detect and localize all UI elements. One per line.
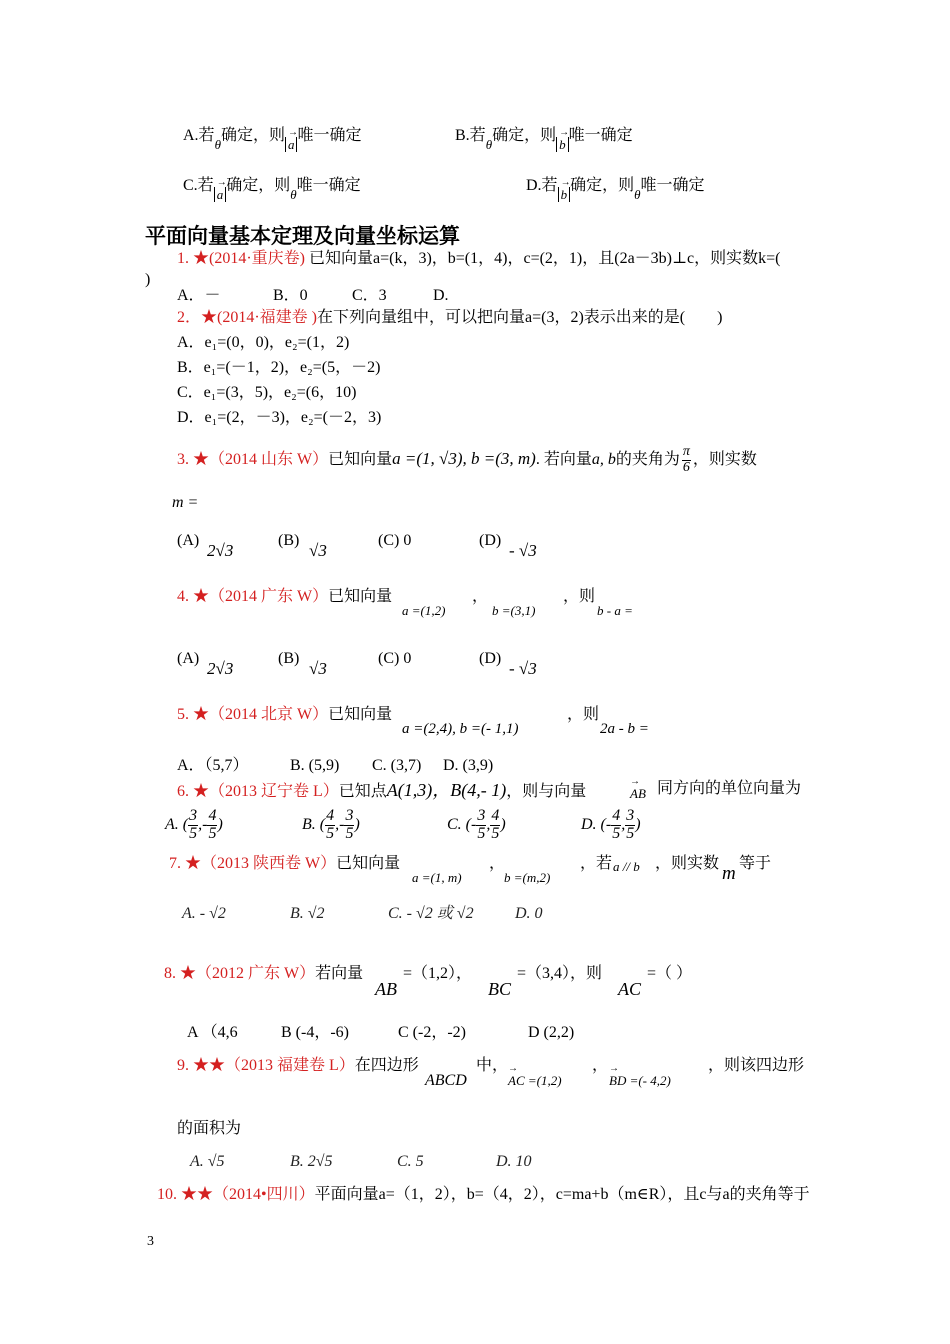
- q3-option-c: (C) 0: [378, 532, 412, 549]
- q6-option-a: A. ( $\frac{3}{5}$ ,- $\frac{4}{5}$ ): [165, 807, 223, 842]
- q5-vectors: a =(2,4), b =(- 1,1): [402, 721, 519, 737]
- q3-option-d-value: - √3: [509, 541, 537, 560]
- q6-vector-ab: → AB: [630, 787, 646, 800]
- q3-option-b-value: √3: [309, 541, 327, 560]
- q6-option-b: B. ( $\frac{4}{5}$ ,- $\frac{3}{5}$ ): [302, 807, 360, 842]
- q4-vector-a: a =(1,2): [402, 603, 446, 618]
- question-3: 3. ★（2014 山东 W）已知向量a =(1, √3), b =(3, m). 若向量a, b的夹角为 $\frac{\pi}{6}$ ，则实数: [177, 444, 757, 475]
- q7-parallel: a // b: [613, 859, 640, 874]
- question-2: [177, 310, 722, 326]
- q8-value-ab: =（1,2），: [403, 965, 473, 982]
- question-1-source: 1. ★(2014·重庆卷): [177, 250, 305, 267]
- q9-option-a: A. √5: [190, 1153, 225, 1170]
- q3-option-a-value: 2√3: [207, 541, 234, 560]
- question-5: 5. ★（2014 北京 W）已知向量: [177, 706, 393, 723]
- q4-option-d-value: - √3: [509, 659, 537, 678]
- q2-option-a: A．e₁=(0，0)，e₂=(1，2): [177, 334, 350, 351]
- q9-text-end: ，则该四边形: [708, 1057, 805, 1074]
- question-4: 4. ★（2014 广东 W）已知向量: [177, 588, 393, 605]
- q7-m: m: [722, 863, 736, 884]
- q7-real: ，则实数: [655, 855, 720, 872]
- q7-equals: 等于: [739, 855, 772, 872]
- question-7: 7. ★（2013 陕西卷 W）已知向量: [169, 855, 401, 872]
- q4-vector-b: b =(3,1): [492, 603, 536, 618]
- q2-option-c: C．e₁=(3，5)，e₂=(6，10): [177, 384, 357, 401]
- q4-expression: b - a =: [597, 603, 633, 618]
- q9-option-d: D. 10: [496, 1153, 532, 1170]
- q9-comma: ，: [592, 1057, 609, 1074]
- option-b-top: B.若$_\theta$确定，则→ $_b$唯一确定: [455, 128, 633, 144]
- q5-expression: 2a - b =: [600, 721, 649, 737]
- q8-vector-ab: AB: [375, 979, 397, 999]
- page-number: 3: [147, 1234, 154, 1249]
- question-5-source: 5. ★（2014 北京 W）: [177, 706, 329, 723]
- q1-option-d: D.: [433, 287, 449, 304]
- q7-option-a: A. - √2: [182, 905, 226, 922]
- q8-value-bc: =（3,4），则: [517, 965, 603, 982]
- q4-option-a-label: (A): [177, 650, 200, 667]
- q3-option-a-label: (A): [177, 532, 200, 549]
- q7-option-b: B. √2: [290, 905, 325, 922]
- q5-option-a: A．（5,7）: [177, 757, 249, 774]
- q9-quadrilateral: ABCD: [425, 1072, 467, 1089]
- question-3-source: 3. ★（2014 山东 W）: [177, 450, 329, 468]
- q6-option-d: D. (- $\frac{4}{5}$ , $\frac{3}{5}$ ): [581, 807, 641, 842]
- q5-option-b: B. (5,9): [290, 757, 340, 774]
- q5-option-d: D. (3,9): [443, 757, 494, 774]
- question-4-source: 4. ★（2014 广东 W）: [177, 588, 329, 605]
- question-3-tail: m =: [172, 494, 199, 511]
- q8-option-c: C (-2，-2): [398, 1024, 466, 1041]
- q1-option-c: C．3: [352, 287, 387, 304]
- q4-option-b-label: (B): [278, 650, 300, 667]
- option-c-top: C.若→ $_a$确定，则$_\theta$唯一确定: [183, 178, 361, 194]
- question-10-source: 10. ★★（2014•四川）: [157, 1186, 315, 1203]
- q4-option-c: (C) 0: [378, 650, 412, 667]
- question-1: [177, 251, 781, 267]
- q8-vector-bc: BC: [488, 979, 512, 999]
- question-2-text: 在下列向量组中，可以把向量a=(3，2)表示出来的是( ): [317, 309, 723, 326]
- q9-vector-bd: → BD =(- 4,2): [609, 1074, 671, 1087]
- q4-comma: ，: [472, 588, 489, 605]
- q6-text-end: 同方向的单位向量为: [657, 780, 802, 797]
- q7-option-d: D. 0: [515, 905, 543, 922]
- q9-option-c: C. 5: [397, 1153, 424, 1170]
- q9-vector-ac: → AC =(1,2): [508, 1074, 562, 1087]
- q5-option-c: C. (3,7): [372, 757, 422, 774]
- q2-option-d: D．e₁=(2，－3)，e₂=(－2，3): [177, 409, 382, 426]
- q9-option-b: B. 2√5: [290, 1153, 333, 1170]
- question-2-source: 2．★(2014·福建卷 ): [177, 309, 317, 326]
- q4-option-a-value: 2√3: [207, 659, 234, 678]
- option-d-top: D.若→ $_b$确定，则$_\theta$唯一确定: [526, 178, 704, 194]
- q3-option-d-label: (D): [479, 532, 502, 549]
- q9-tail: 的面积为: [177, 1120, 242, 1137]
- q8-vector-ac: AC: [618, 979, 642, 999]
- q1-option-b: B．0: [273, 287, 308, 304]
- q7-if: ，若: [580, 855, 613, 872]
- q8-option-a: A （4,6: [187, 1024, 238, 1041]
- question-6: 6. ★（2013 辽宁卷 L）已知点A(1,3)，B(4,- 1)，则与向量: [177, 780, 587, 800]
- q5-then: ，则: [567, 706, 600, 723]
- question-10: [157, 1187, 810, 1203]
- q1-option-a: A．－: [177, 287, 221, 304]
- q7-vector-b: b =(m,2): [504, 870, 551, 885]
- q6-option-c: C. (- $\frac{3}{5}$ , $\frac{4}{5}$ ): [447, 807, 506, 842]
- question-9: 9. ★★（2013 福建卷 L）在四边形: [177, 1057, 419, 1074]
- question-9-source: 9. ★★（2013 福建卷 L）: [177, 1057, 355, 1074]
- question-10-text: 平面向量a=（1，2），b=（4，2），c=ma+b（m∈R），且c与a的夹角等于: [314, 1186, 810, 1203]
- q4-option-d-label: (D): [479, 650, 502, 667]
- q3-option-b-label: (B): [278, 532, 300, 549]
- q8-option-d: D (2,2): [528, 1024, 575, 1041]
- question-7-source: 7. ★（2013 陕西卷 W）: [169, 855, 337, 872]
- question-6-source: 6. ★（2013 辽宁卷 L）: [177, 783, 339, 800]
- section-heading: 平面向量基本定理及向量坐标运算: [145, 224, 460, 248]
- question-1-text: 已知向量a=(k，3)，b=(1，4)，c=(2，1)，且(2a－3b)⊥c，则实数k=(: [309, 250, 781, 267]
- q4-option-b-value: √3: [309, 659, 327, 678]
- question-8: 8. ★（2012 广东 W）若向量: [164, 965, 364, 982]
- q2-option-b: B．e₁=(－1，2)，e₂=(5，－2): [177, 359, 381, 376]
- q9-in: 中，: [476, 1057, 509, 1074]
- q7-comma: ，: [489, 855, 506, 872]
- q4-then: ，则: [563, 588, 596, 605]
- q7-vector-a: a =(1, m): [412, 870, 462, 885]
- q7-option-c: C. - √2 或 √2: [388, 905, 474, 922]
- q8-value-ac: =（ ）: [647, 965, 693, 982]
- question-8-source: 8. ★（2012 广东 W）: [164, 965, 316, 982]
- option-a-top: A.若$_\theta$确定，则→ $_a$唯一确定: [183, 128, 361, 144]
- q8-option-b: B (-4，-6): [281, 1024, 349, 1041]
- question-1-close: ): [145, 271, 151, 288]
